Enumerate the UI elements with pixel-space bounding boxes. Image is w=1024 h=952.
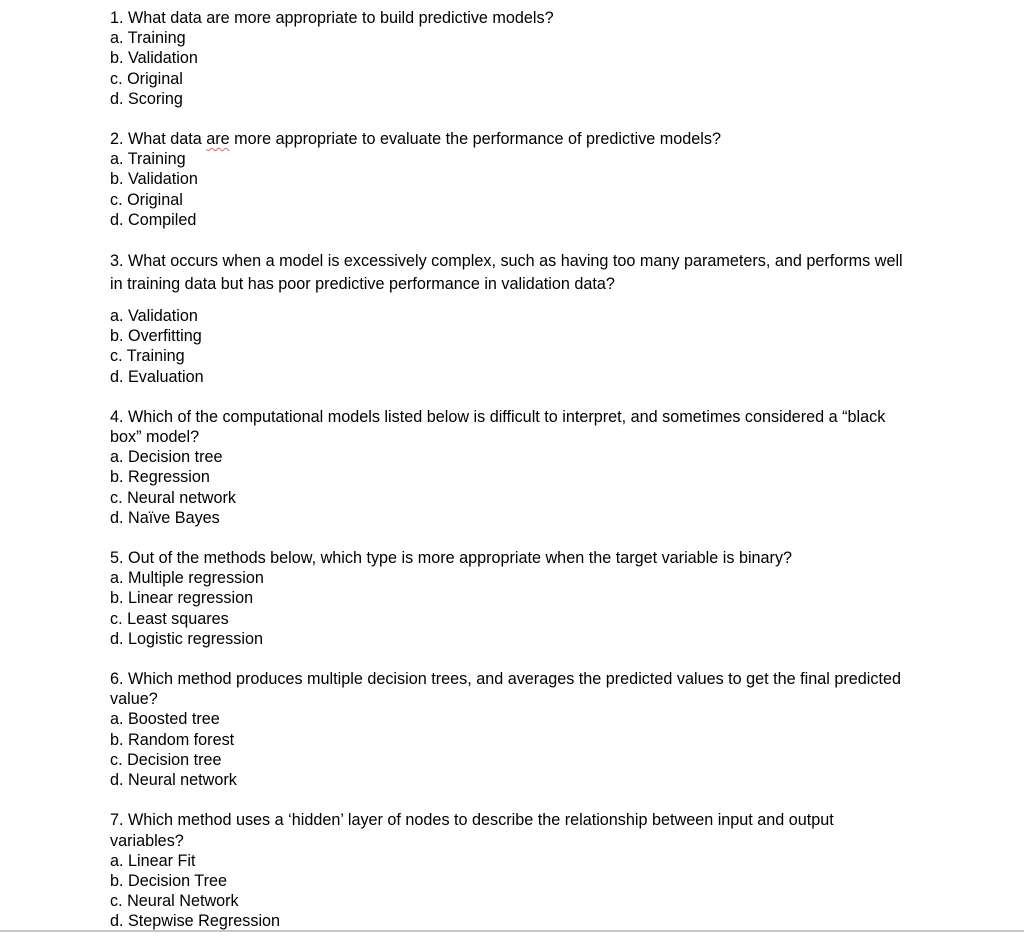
answer-option: c. Least squares [110,609,229,628]
answer-option: b. Overfitting [110,327,202,346]
answer-option: a. Validation [110,307,198,326]
answer-option: a. Linear Fit [110,851,196,870]
answer-option: c. Neural Network [110,892,239,911]
answer-option: c. Original [110,190,183,209]
question-text: 6. Which method produces multiple decision trees, and averages the predicted values to get the final predicted value? [110,670,901,709]
question-text-end: more appropriate to evaluate the performance of predictive models? [229,130,721,149]
answer-option: c. Original [110,69,183,88]
answer-option: c. Decision tree [110,750,222,769]
answer-option: d. Naïve Bayes [110,508,220,527]
answer-option: d. Evaluation [110,367,204,386]
question-4 [110,407,910,528]
answer-option: b. Validation [110,170,198,189]
document-page [110,8,910,952]
answer-option: d. Logistic regression [110,629,263,648]
answer-option: a. Decision tree [110,448,223,467]
answer-option: c. Neural network [110,488,236,507]
question-6 [110,669,910,790]
answer-option: a. Boosted tree [110,710,220,729]
answer-option: d. Compiled [110,210,197,229]
answer-option: a. Multiple regression [110,569,264,588]
question-text: 4. Which of the computational models listed below is difficult to interpret, and sometimes considered a “black box” model? [110,407,886,447]
page-bottom-edge [0,930,1024,932]
answer-option: c. Training [110,347,185,366]
answer-option: d. Scoring [110,89,183,108]
grammar-flagged-word[interactable]: are [206,130,230,149]
answer-option: a. Training [110,150,186,169]
question-text: 3. What occurs when a model is excessively complex, such as having too many parameters, and performs well in training data but has poor predictive performance in validation data? [110,252,903,293]
question-text: 5. Out of the methods below, which type is more appropriate when the target variable is binary? [110,549,793,568]
answer-option: b. Linear regression [110,589,254,608]
question-text [110,129,910,149]
question-5 [110,548,910,649]
answer-option: b. Regression [110,468,210,487]
answer-option: b. Validation [110,49,198,68]
question-1 [110,8,910,109]
question-3 [110,250,910,387]
question-text-start: 2. What data [110,130,207,149]
answer-option: d. Stepwise Regression [110,912,281,931]
answer-option: d. Neural network [110,771,237,790]
answer-option: b. Random forest [110,730,235,749]
question-2 [110,129,910,230]
answer-option: b. Decision Tree [110,871,227,890]
question-7 [110,810,910,931]
question-text: 7. Which method uses a ‘hidden’ layer of nodes to describe the relationship between input and output variables? [110,811,834,850]
question-text: 1. What data are more appropriate to build predictive models? [110,9,554,27]
answer-option: a. Training [110,29,186,48]
